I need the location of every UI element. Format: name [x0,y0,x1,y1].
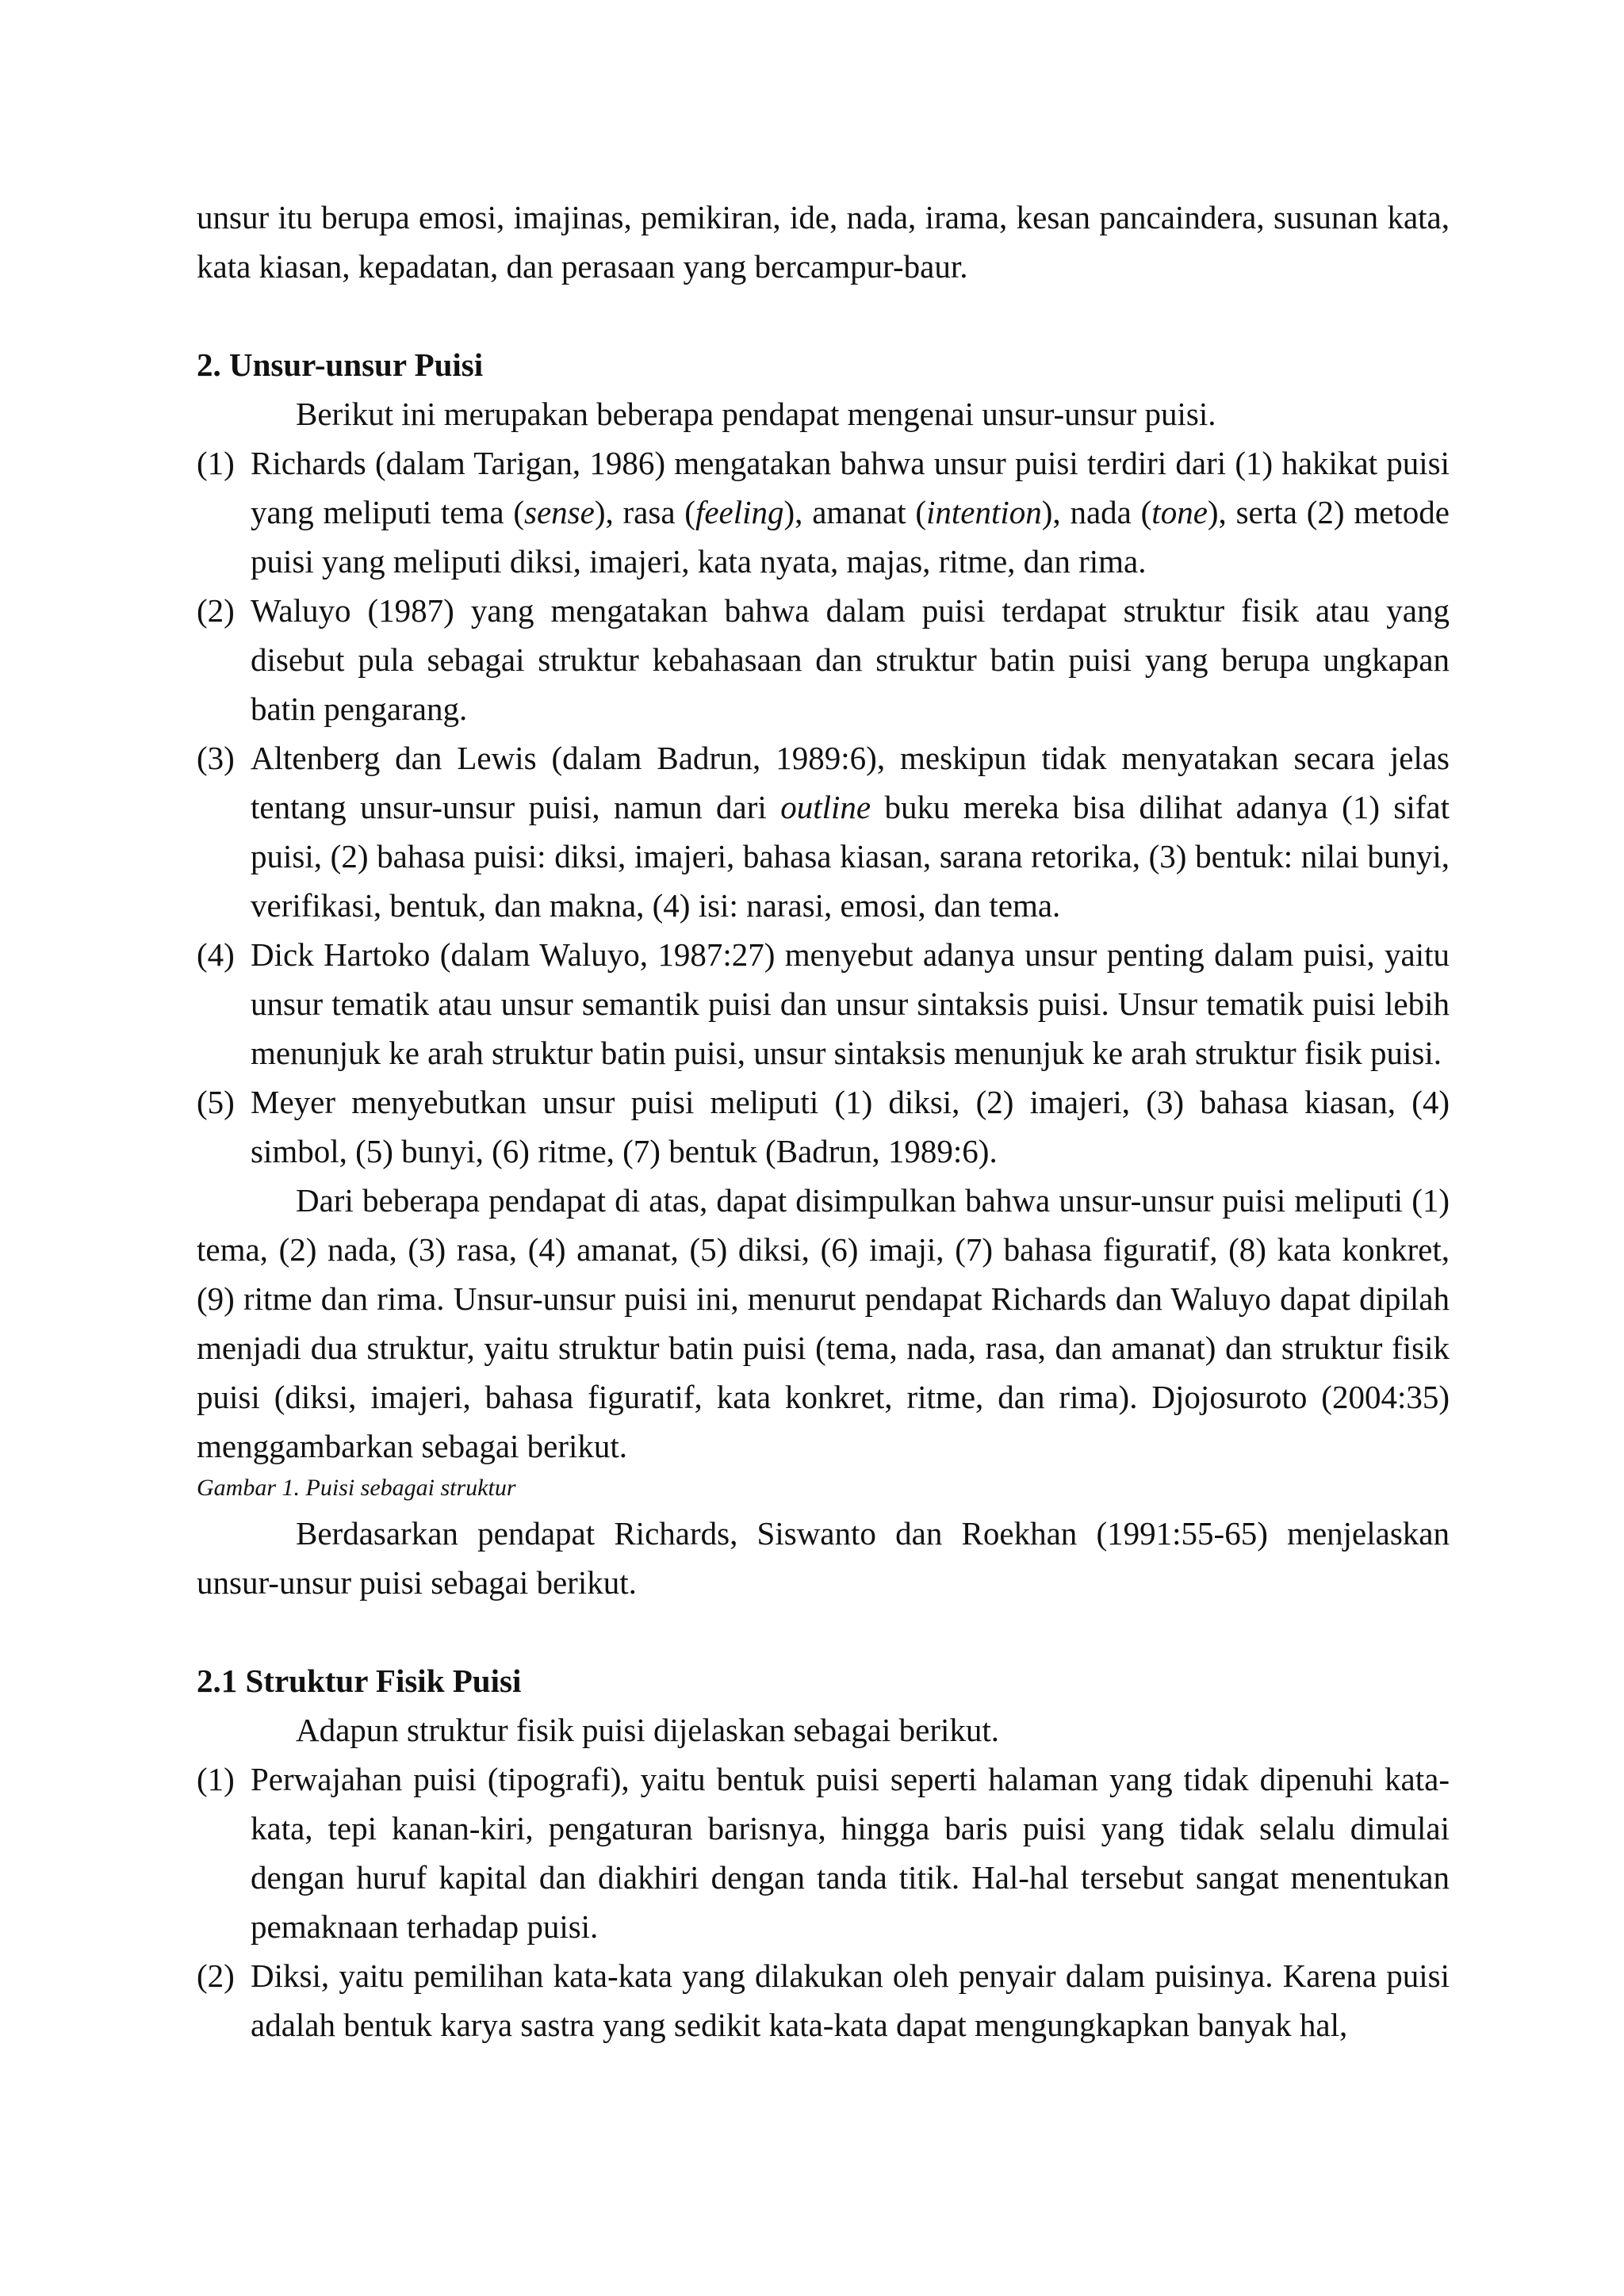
document-page [197,193,1450,2049]
list-number: (3) [197,740,235,776]
figure-caption: Gambar 1. Puisi sebagai struktur [197,1475,516,1501]
term-intention: intention [926,494,1042,530]
spacer [197,291,1450,340]
list-item-3 [197,733,1450,930]
section-2-1-lead: Adapun struktur fisik puisi dijelaskan sebagai berikut. [296,1712,1000,1748]
section-2-1-heading: 2.1 Struktur Fisik Puisi [197,1663,522,1699]
list-item-4 [197,930,1450,1077]
term-outline: outline [780,789,871,825]
conclusion-paragraph: Dari beberapa pendapat di atas, dapat disimpulkan bahwa unsur-unsur puisi meliputi (1) tema, (2) nada, (3) rasa, (4) amanat, (5) diksi, (6) imaji, (7) bahasa figuratif, (8) kata konkret, (9) ritme dan rima. Unsur-unsur puisi ini, menurut pendapat Richards dan Waluyo dapat dipilah menjadi dua struktur, yaitu struktur batin puisi (tema, nada, rasa, dan amanat) dan struktur fisik puisi (diksi, imajeri, bahasa figuratif, kata konkret, ritme, dan rima). Djojosuroto (2004:35) menggambarkan sebagai berikut. [197,1182,1450,1464]
section-2-lead: Berikut ini merupakan beberapa pendapat mengenai unsur-unsur puisi. [296,396,1216,432]
list-text: Diksi, yaitu pemilihan kata-kata yang dilakukan oleh penyair dalam puisinya. Karena puisi adalah bentuk karya sastra yang sedikit kata-kata dapat mengungkapkan banyak hal, [251,1957,1450,2043]
list-text: Waluyo (1987) yang mengatakan bahwa dalam puisi terdapat struktur fisik atau yang disebut pula sebagai struktur kebahasaan dan struktur batin puisi yang berupa ungkapan batin pengarang. [251,592,1450,727]
list-text: Richards (dalam Tarigan, 1986) mengatakan bahwa unsur puisi terdiri dari (1) hakikat puisi yang meliputi tema (sense), rasa (feeling), amanat (intention), nada (tone), serta (2) metode puisi yang meliputi diksi, imajeri, kata nyata, majas, ritme, dan rima. [251,445,1450,580]
list-text: Perwajahan puisi (tipografi), yaitu bentuk puisi seperti halaman yang tidak dipenuhi kata-kata, tepi kanan-kiri, pengaturan barisnya, hingga baris puisi yang tidak selalu dimulai dengan huruf kapital dan diakhiri dengan tanda titik. Hal-hal tersebut sangat menentukan pemaknaan terhadap puisi. [251,1761,1450,1945]
term-feeling: feeling [695,494,784,530]
list-item-5 [197,1077,1450,1176]
list-number: (5) [197,1084,235,1120]
list-number: (2) [197,1957,235,1994]
list-text: Meyer menyebutkan unsur puisi meliputi (1) diksi, (2) imajeri, (3) bahasa kiasan, (4) simbol, (5) bunyi, (6) ritme, (7) bentuk (Badrun, 1989:6). [251,1084,1450,1169]
list-number: (2) [197,592,235,629]
list-text: Dick Hartoko (dalam Waluyo, 1987:27) menyebut adanya unsur penting dalam puisi, yaitu unsur tematik atau unsur semantik puisi dan unsur sintaksis puisi. Unsur tematik puisi lebih menunjuk ke arah struktur batin puisi, unsur sintaksis menunjuk ke arah struktur fisik puisi. [251,936,1450,1071]
list-item-diksi [197,1951,1450,2049]
term-sense: sense [524,494,595,530]
list-item-1 [197,438,1450,586]
list-number: (4) [197,936,235,973]
after-figure-paragraph: Berdasarkan pendapat Richards, Siswanto dan Roekhan (1991:55-65) menjelaskan unsur-unsur puisi sebagai berikut. [197,1515,1450,1601]
list-text: Altenberg dan Lewis (dalam Badrun, 1989:6), meskipun tidak menyatakan secara jelas tentang unsur-unsur puisi, namun dari outline buku mereka bisa dilihat adanya (1) sifat puisi, (2) bahasa puisi: diksi, imajeri, bahasa kiasan, sarana retorika, (3) bentuk: nilai bunyi, verifikasi, bentuk, dan makna, (4) isi: narasi, emosi, dan tema. [251,740,1450,924]
term-tone: tone [1151,494,1208,530]
spacer [197,1607,1450,1656]
list-item-tipografi [197,1755,1450,1951]
section-2-heading: 2. Unsur-unsur Puisi [197,346,484,383]
list-number: (1) [197,445,235,481]
list-number: (1) [197,1761,235,1797]
list-item-2 [197,586,1450,733]
intro-paragraph: unsur itu berupa emosi, imajinas, pemikiran, ide, nada, irama, kesan pancaindera, susunan kata, kata kiasan, kepadatan, dan perasaan yang bercampur-baur. [197,199,1450,285]
